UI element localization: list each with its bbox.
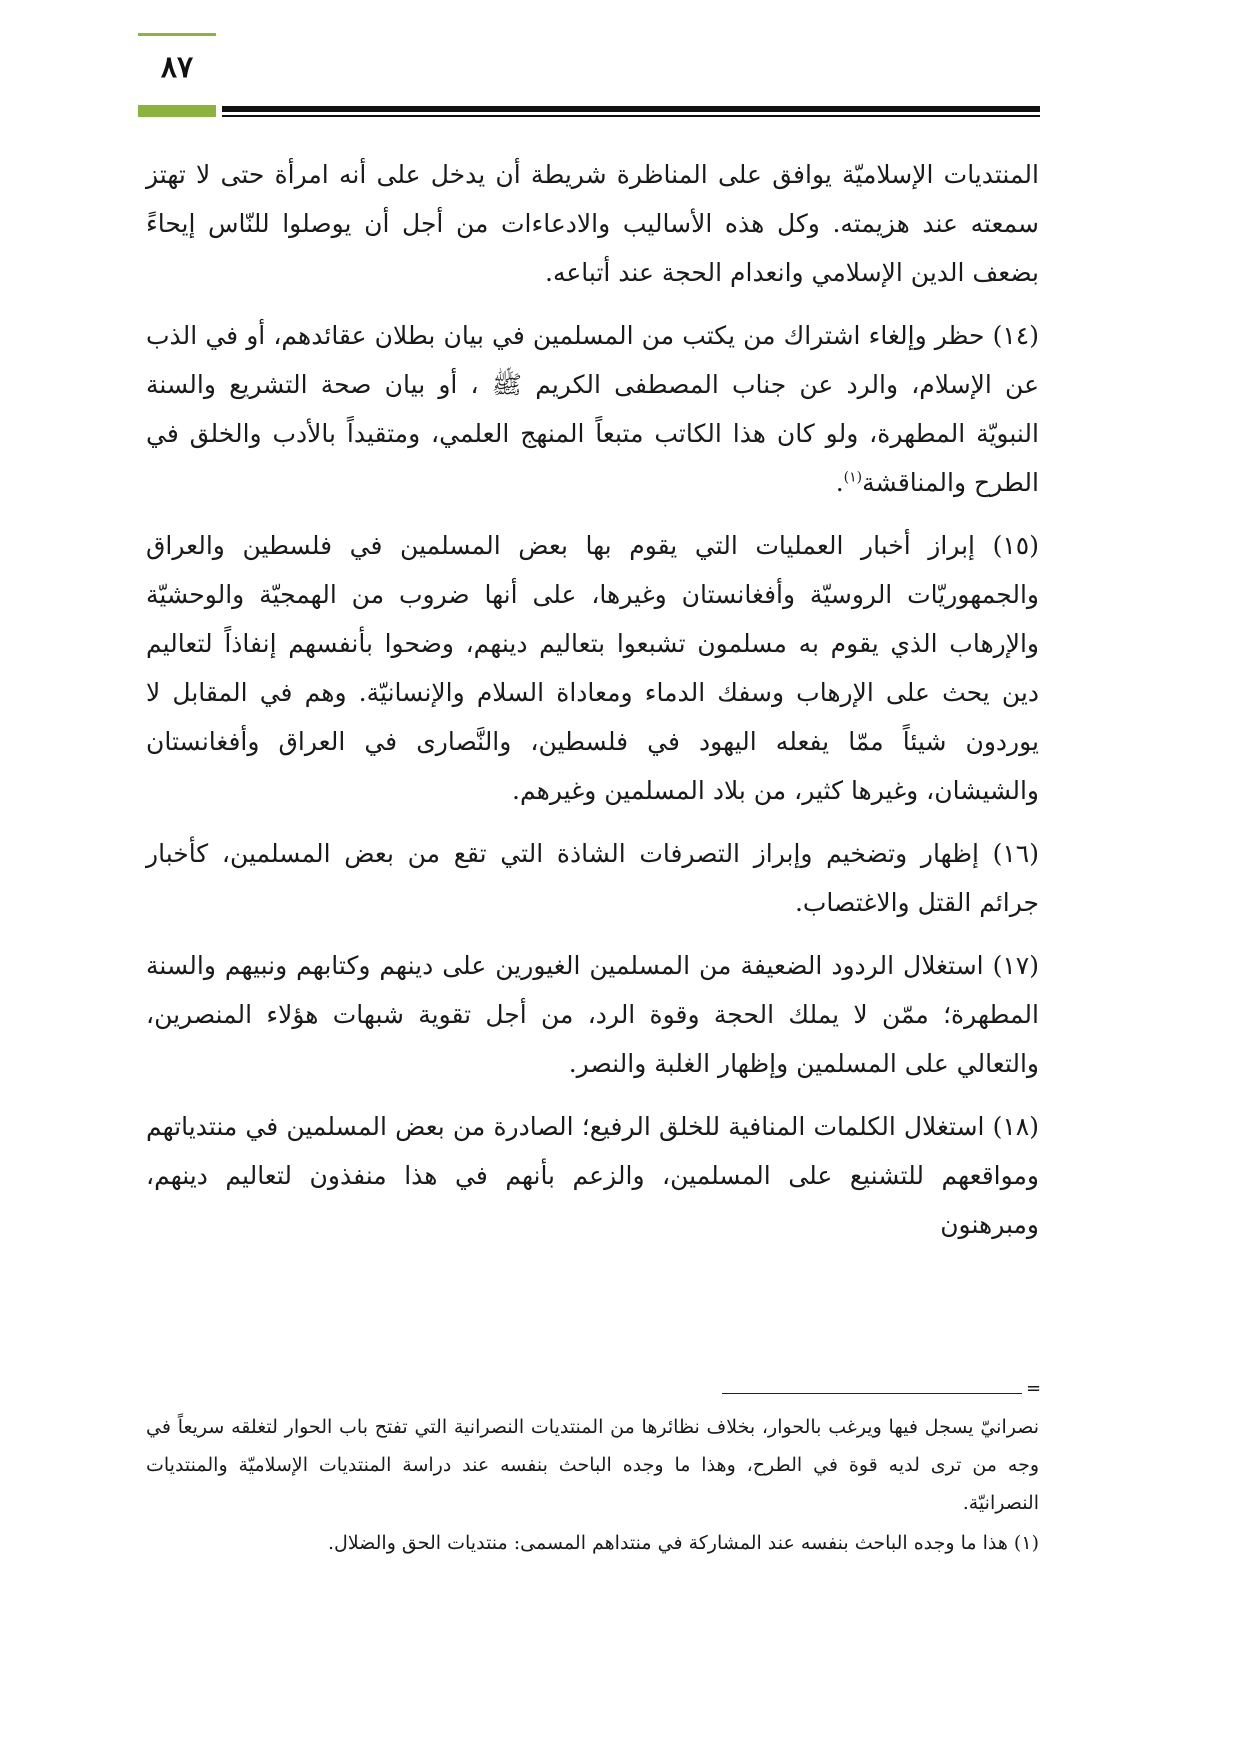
footnotes [146,1408,1039,1562]
body-text [146,150,1039,1263]
header-accent-bar-top [138,33,216,36]
footnote-separator [722,1393,1022,1394]
paragraph-item-14-end: . [835,468,844,497]
paragraph-item-16: (١٦) إظهار وتضخيم وإبراز التصرفات الشاذة التي تقع من بعض المسلمين، كأخبار جرائم القتل والاغتصاب. [146,839,1039,917]
paragraph-item-15: (١٥) إبراز أخبار العمليات التي يقوم بها بعض المسلمين في فلسطين والعراق والجمهوريّات الروسيّة وأفغانستان وغيرها، على أنها ضروب من الهمجيّة والوحشيّة والإرهاب الذي يقوم به مسلمون تشبعوا بتعاليم دينهم، وضحوا بأنفسهم إنفاذاً لتعاليم دين يحث على الإرهاب وسفك الدماء ومعاداة السلام والإنسانيّة. وهم في المقابل لا يوردون شيئاً ممّا يفعله اليهود في فلسطين، والنَّصارى في العراق وأفغانستان والشيشان، وغيرها كثير، من بلاد المسلمين وغيرهم. [146,531,1039,805]
header-rule-thick [222,106,1040,112]
footnote-continuation: نصرانيّ يسجل فيها ويرغب بالحوار، بخلاف نظائرها من المنتديات النصرانية التي تفتح باب الحوار لتغلقه سريعاً في وجه من ترى لديه قوة في الطرح، وهذا ما وجده الباحث بنفسه عند دراسة المنتديات الإسلاميّة والمنتديات النصرانيّة. [146,1416,1039,1514]
header-accent-bar-bottom [138,105,216,117]
footnote-reference[interactable]: (١) [843,469,863,486]
paragraph-item-14-text: (١٤) حظر وإلغاء اشتراك من يكتب من المسلمين في بيان بطلان عقائدهم، أو في الذب عن الإسلام، والرد عن جناب المصطفى الكريم ﷺ ، أو بيان صحة التشريع والسنة النبويّة المطهرة، ولو كان هذا الكاتب متبعاً المنهج العلمي، ومتقيداً بالأدب والخلق في الطرح والمناقشة [146,321,1039,497]
paragraph-item-14 [146,311,1039,507]
footnote-1: (١) هذا ما وجده الباحث بنفسه عند المشاركة في منتداهم المسمى: منتديات الحق والضلال. [327,1532,1039,1554]
paragraph-item-18: (١٨) استغلال الكلمات المنافية للخلق الرفيع؛ الصادرة من بعض المسلمين في منتدياتهم ومواقعهم للتشنيع على المسلمين، والزعم بأنهم في هذا منفذون لتعاليم دينهم، ومبرهنون [146,1112,1039,1239]
paragraph-item-17: (١٧) استغلال الردود الضعيفة من المسلمين الغيورين على دينهم وكتابهم ونبيهم والسنة المطهرة؛ ممّن لا يملك الحجة وقوة الرد، من أجل تقوية شبهات هؤلاء المنصرين، والتعالي على المسلمين وإظهار الغلبة والنصر. [146,951,1039,1078]
page-number: ٨٧ [160,50,194,85]
paragraph-continuation: المنتديات الإسلاميّة يوافق على المناظرة شريطة أن يدخل على أنه امرأة حتى لا تهتز سمعته عند هزيمته. وكل هذه الأساليب والادعاءات من أجل أن يوصلوا للنّاس إيحاءً بضعف الدين الإسلامي وانعدام الحجة عند أتباعه. [146,160,1039,287]
header-rule-thin [222,115,1040,117]
footnote-continuation-marker: = [1026,1378,1042,1399]
